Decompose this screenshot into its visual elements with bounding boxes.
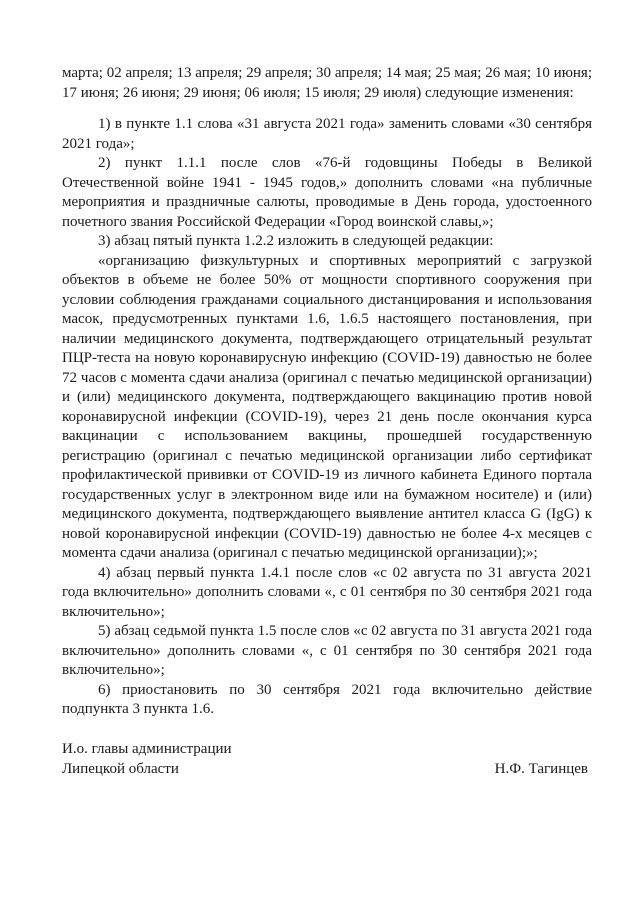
signatory-name: Н.Ф. Тагинцев — [494, 761, 588, 777]
signatory-position-line2: Липецкой области — [62, 761, 179, 777]
signatory-position-line1: И.о. главы администрации — [62, 741, 232, 757]
amendments-list — [62, 115, 592, 720]
amendment-item-5: 5) абзац седьмой пункта 1.5 после слов «с 02 августа по 31 августа 2021 года включительно» дополнить словами «, с 01 сентября по 30 сентября 2021 года включительно»; — [62, 623, 592, 678]
signature-row — [62, 759, 592, 779]
amendment-item-6: 6) приостановить по 30 сентября 2021 года включительно действие подпункта 3 пункта 1.6. — [62, 681, 592, 717]
amendment-item-1: 1) в пункте 1.1 слова «31 августа 2021 года» заменить словами «30 сентября 2021 года»; — [62, 116, 592, 152]
amendment-item-3: 3) абзац пятый пункта 1.2.2 изложить в следующей редакции: — [98, 233, 494, 249]
amendment-item-2: 2) пункт 1.1.1 после слов «76-й годовщины Победы в Великой Отечественной войне 1941 - 1945 годов,» дополнить словами «на публичные мероприятия и праздничные салюты, проводимые в День города, удостоенного почетного звания Российской Федерации «Город воинской славы,»; — [62, 155, 592, 230]
amendment-quote: «организацию физкультурных и спортивных мероприятий с загрузкой объектов в объеме не более 50% от мощности спортивного сооружения при условии соблюдения гражданами социального дистанцирования и использования масок, предусмотренных пунктами 1.6, 1.6.5 настоящего постановления, при наличии медицинского документа, подтверждающего отрицательный результат ПЦР-теста на новую коронавирусную инфекцию (COVID-19) давностью не более 72 часов с момента сдачи анализа (оригинал с печатью медицинской организации) и (или) медицинского документа, подтверждающего вакцинацию против новой коронавирусной инфекции (COVID-19), через 21 день после окончания курса вакцинации с использованием вакцины, прошедшей государственную регистрацию (оригинал с печатью медицинской организации либо сертификат профилактической прививки от COVID-19 из личного кабинета Единого портала государственных услуг в электронном виде или на бумажном носителе) и (или) медицинского документа, подтверждающего выявление антител класса G (IgG) к новой коронавирусной инфекции (COVID-19) давностью не более 4-х месяцев с момента сдачи анализа (оригинал с печатью медицинской организации);»; — [62, 252, 592, 561]
signature-block — [62, 739, 592, 779]
intro-paragraph: марта; 02 апреля; 13 апреля; 29 апреля; 30 апреля; 14 мая; 25 мая; 26 мая; 10 июня; 17 июня; 26 июня; 29 июня; 06 июля; 15 июля; 29 июля) следующие изменения: — [62, 65, 592, 101]
amendment-item-4: 4) абзац первый пункта 1.4.1 после слов «с 02 августа по 31 августа 2021 года включительно» дополнить словами «, с 01 сентября по 30 сентября 2021 года включительно»; — [62, 564, 592, 620]
